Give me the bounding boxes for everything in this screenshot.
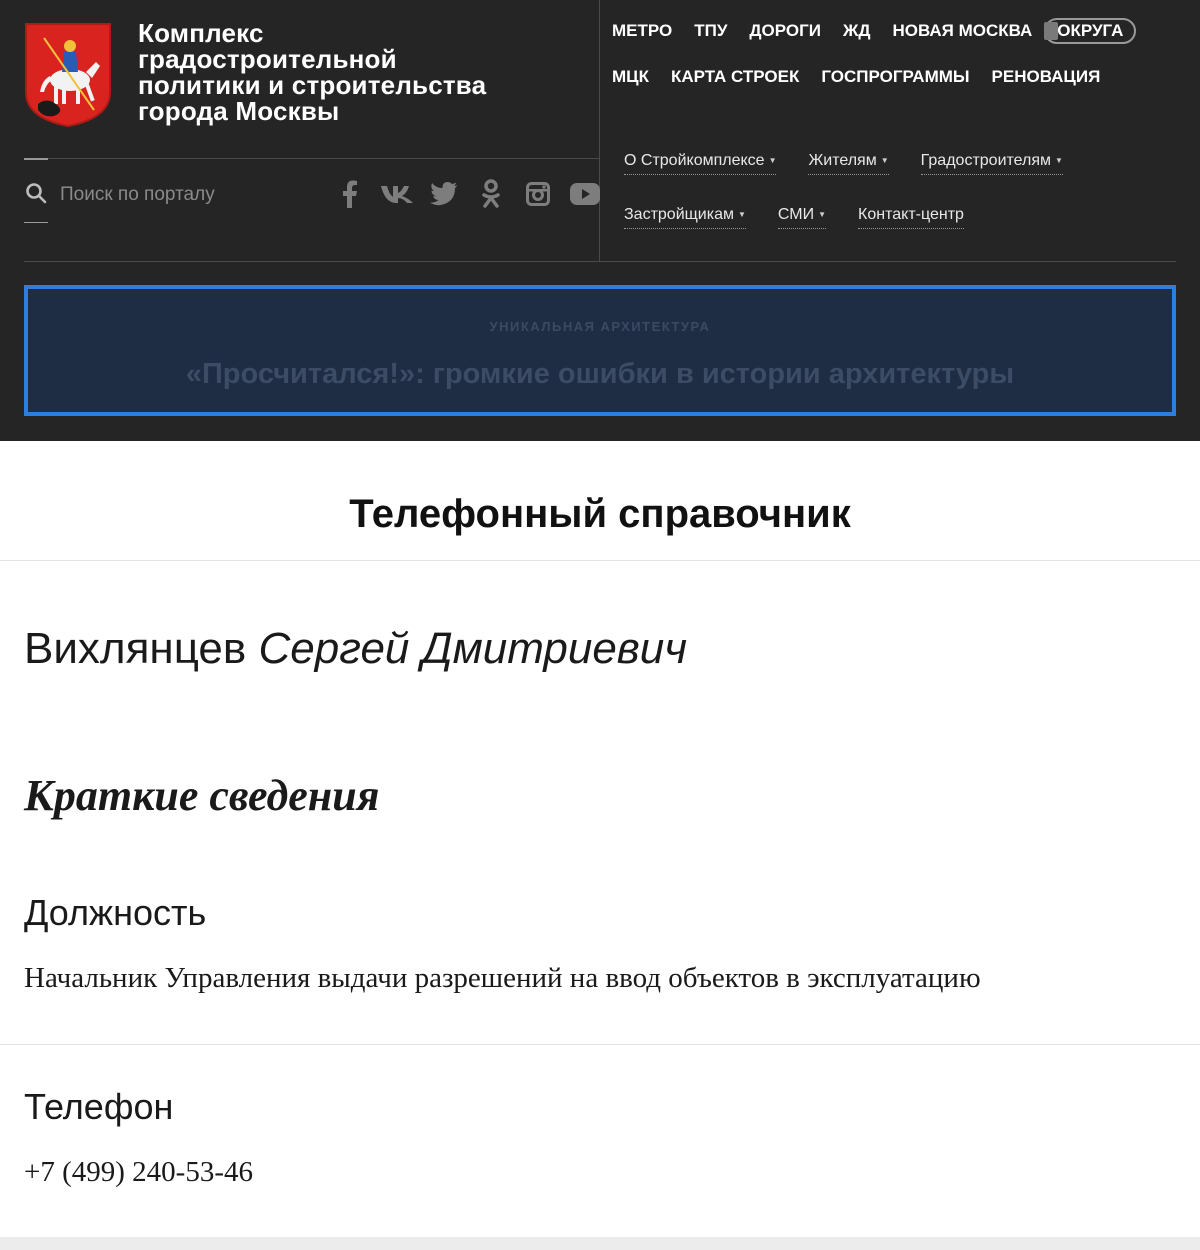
person-name	[24, 624, 687, 674]
sub-nav-label: Застройщикам	[624, 205, 734, 223]
sub-nav-row	[624, 146, 1184, 180]
caret-down-icon: ▼	[1055, 156, 1063, 165]
section-heading: Краткие сведения	[24, 771, 380, 820]
sub-nav-item-developers[interactable]	[624, 206, 746, 229]
top-nav-item-renovation[interactable]: РЕНОВАЦИЯ	[991, 67, 1101, 86]
top-nav-row	[612, 62, 1192, 92]
vk-icon[interactable]	[373, 176, 420, 212]
sub-nav-item-about[interactable]	[624, 152, 776, 175]
sub-nav-item-media[interactable]	[778, 206, 826, 229]
top-nav-item-metro[interactable]: МЕТРО	[612, 21, 673, 40]
sub-nav-label: СМИ	[777, 205, 815, 223]
banner-title: «Просчитался!»: громкие ошибки в истории архитектуры	[185, 358, 1015, 390]
top-nav-item-tpu[interactable]: ТПУ	[694, 21, 728, 40]
site-header	[0, 0, 1200, 441]
site-title-line: политики и строительства	[138, 70, 487, 100]
site-title-line: города Москвы	[138, 96, 340, 126]
phone-label: Телефон	[24, 1086, 174, 1127]
districts-toggle[interactable]	[1044, 18, 1136, 44]
caret-down-icon: ▼	[737, 210, 746, 219]
odnoklassniki-icon[interactable]	[467, 176, 514, 212]
banner-kicker: УНИКАЛЬНАЯ АРХИТЕКТУРА	[489, 319, 711, 334]
position-value: Начальник Управления выдачи разрешений на ввод объектов в эксплуатацию	[24, 962, 981, 994]
caret-down-icon: ▼	[818, 210, 827, 219]
site-title-line: Комплекс	[138, 18, 264, 48]
top-nav-row	[612, 16, 1192, 46]
header-left-divider	[24, 158, 600, 159]
sub-nav-label: Жителям	[808, 151, 877, 169]
decorative-dash	[24, 222, 48, 223]
toggle-label: ОКРУГА	[1057, 21, 1124, 40]
twitter-icon[interactable]	[420, 176, 467, 212]
search-icon[interactable]	[24, 181, 48, 210]
header-vertical-divider	[599, 0, 600, 262]
top-nav-item-roads[interactable]: ДОРОГИ	[749, 21, 821, 40]
search-bar	[24, 178, 310, 212]
phone-value[interactable]: +7 (499) 240-53-46	[24, 1156, 253, 1188]
sub-nav-item-residents[interactable]	[808, 152, 888, 175]
person-given-names: Сергей Дмитриевич	[258, 624, 687, 673]
social-links	[326, 176, 608, 212]
youtube-icon[interactable]	[561, 176, 608, 212]
sub-nav-item-urban-planners[interactable]	[921, 152, 1063, 175]
divider	[0, 1044, 1200, 1045]
instagram-icon[interactable]	[514, 176, 561, 212]
bottom-bar	[0, 1237, 1200, 1250]
site-title-line: градостроительной	[138, 44, 397, 74]
featured-article-banner[interactable]	[24, 285, 1176, 416]
sub-nav-label: О Стройкомплексе	[624, 151, 765, 169]
sub-nav-label: Градостроителям	[920, 151, 1052, 169]
top-nav-item-new-moscow[interactable]: НОВАЯ МОСКВА	[892, 21, 1033, 40]
decorative-dash	[24, 158, 48, 160]
sub-nav-row	[624, 200, 1184, 234]
header-bottom-divider	[24, 261, 1176, 262]
top-nav-item-mck[interactable]: МЦК	[612, 67, 649, 86]
top-nav-item-state-programs[interactable]: ГОСПРОГРАММЫ	[821, 67, 970, 86]
top-nav-item-construction-map[interactable]: КАРТА СТРОЕК	[670, 67, 800, 86]
sub-nav-label: Контакт-центр	[858, 205, 964, 223]
sub-nav	[624, 146, 1184, 254]
moscow-coat-of-arms-logo[interactable]	[24, 22, 112, 128]
top-nav-item-railway[interactable]: ЖД	[842, 21, 871, 40]
facebook-icon[interactable]	[326, 176, 373, 212]
divider	[0, 560, 1200, 561]
search-input[interactable]	[60, 184, 310, 206]
sub-nav-item-contact-center[interactable]	[858, 206, 964, 229]
position-label: Должность	[24, 892, 207, 933]
toggle-track	[1044, 18, 1136, 44]
person-surname: Вихлянцев	[24, 624, 247, 673]
toggle-knob	[1044, 22, 1058, 40]
caret-down-icon: ▼	[880, 156, 889, 165]
caret-down-icon: ▼	[768, 156, 777, 165]
top-nav	[612, 16, 1192, 108]
page-title: Телефонный справочник	[349, 492, 851, 536]
site-title[interactable]	[138, 20, 578, 124]
